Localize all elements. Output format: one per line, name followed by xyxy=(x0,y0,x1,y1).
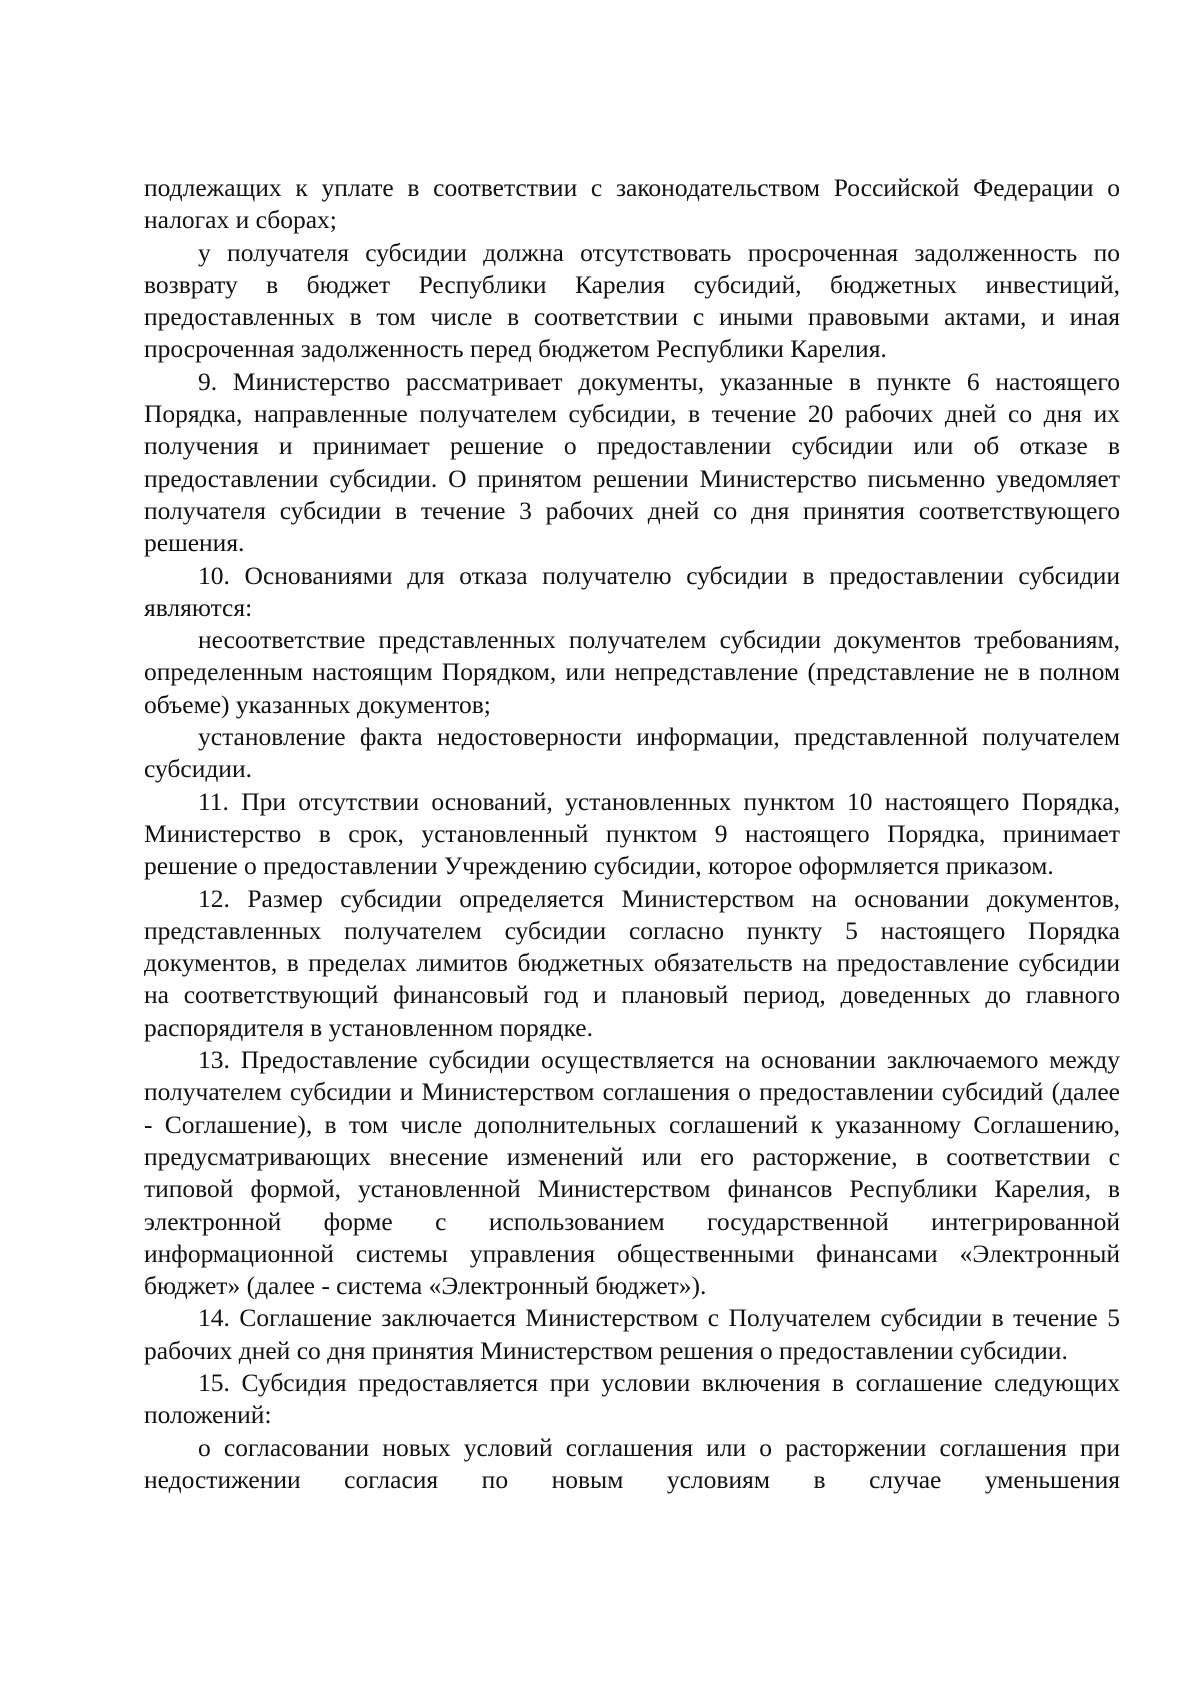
paragraph-item-11: 11. При отсутствии оснований, установленных пунктом 10 настоящего Порядка, Министерство в срок, установленный пунктом 9 настоящего Порядка, принимает решение о предоставлении Учреждению субсидии, которое оформляется приказом. xyxy=(144,786,1120,881)
paragraph-item-10: 10. Основаниями для отказа получателю субсидии в предоставлении субсидии являются: xyxy=(144,560,1120,622)
paragraph-item-15-condition: о согласовании новых условий соглашения или о расторжении соглашения при недостижении согласия по новым условиям в случае уменьшения xyxy=(144,1432,1120,1494)
paragraph-item-12: 12. Размер субсидии определяется Министерством на основании документов, представленных получателем субсидии согласно пункту 5 настоящего Порядка документов, в пределах лимитов бюджетных обязательств на предоставление субсидии на соответствующий финансовый год и плановый период, доведенных до главного распорядителя в установленном порядке. xyxy=(144,883,1120,1042)
paragraph-item-9: 9. Министерство рассматривает документы, указанные в пункте 6 настоящего Порядка, направленные получателем субсидии, в течение 20 рабочих дней со дня их получения и принимает решение о предоставлении субсидии или об отказе в предоставлении субсидии. О принятом решении Министерство письменно уведомляет получателя субсидии в течение 3 рабочих дней со дня принятия соответствующего решения. xyxy=(144,366,1120,558)
paragraph-item-15: 15. Субсидия предоставляется при условии включения в соглашение следующих положений: xyxy=(144,1367,1120,1430)
paragraph-item-14: 14. Соглашение заключается Министерством с Получателем субсидии в течение 5 рабочих дней со дня принятия Министерством решения о предоставлении субсидии. xyxy=(144,1303,1120,1365)
document-page xyxy=(144,172,1120,1496)
paragraph-item-10-ground-documents: несоответствие представленных получателем субсидии документов требованиям, определенным настоящим Порядком, или непредставление (представление не в полном объеме) указанных документов; xyxy=(144,625,1120,719)
paragraph-item-10-ground-false-info: установление факта недостоверности информации, представленной получателем субсидии. xyxy=(144,722,1120,784)
paragraph-item-13: 13. Предоставление субсидии осуществляется на основании заключаемого между получателем субсидии и Министерством соглашения о предоставлении субсидий (далее - Соглашение), в том числе дополнительных соглашений к указанному Соглашению, предусматривающих внесение изменений или его расторжение, в соответствии с типовой формой, установленной Министерством финансов Республики Карелия, в электронной форме с использованием государственной интегрированной информационной системы управления общественными финансами «Электронный бюджет» (далее - система «Электронный бюджет»). xyxy=(144,1045,1120,1301)
paragraph-arrears-requirement: у получателя субсидии должна отсутствовать просроченная задолженность по возврату в бюджет Республики Карелия субсидий, бюджетных инвестиций, предоставленных в том числе в соответствии с иными правовыми актами, и иная просроченная задолженность перед бюджетом Республики Карелия. xyxy=(144,237,1120,364)
paragraph-continuation-taxes: подлежащих к уплате в соответствии с законодательством Российской Федерации о налогах и сборах; xyxy=(144,173,1120,235)
